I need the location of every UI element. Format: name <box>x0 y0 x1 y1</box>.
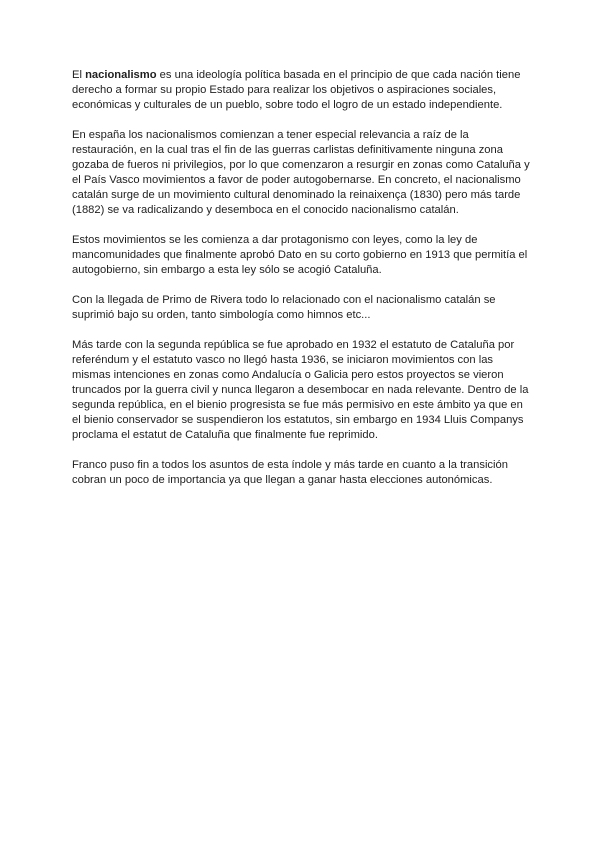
paragraph-primo-de-rivera: Con la llegada de Primo de Rivera todo lo relacionado con el nacionalismo catalán se suprimió bajo su orden, tanto simbología como himnos etc... <box>72 294 496 321</box>
paragraph-franco: Franco puso fin a todos los asuntos de esta índole y más tarde en cuanto a la transición cobran un poco de importancia ya que llegan a ganar hasta elecciones autonómicas. <box>72 459 508 486</box>
paragraph-definition <box>72 68 532 113</box>
paragraph-mancomunidades: Estos movimientos se les comienza a dar protagonismo con leyes, como la ley de mancomunidades que finalmente aprobó Dato en su corto gobierno en 1913 que permitía el autogobierno, sin embargo a esta ley sólo se acogió Cataluña. <box>72 234 528 276</box>
term-nacionalismo: nacionalismo <box>85 69 157 81</box>
paragraph-definition-rest: es una ideología política basada en el principio de que cada nación tiene derecho a formar su propio Estado para realizar los objetivos o aspiraciones sociales, económicas y culturales de un pueblo, sobre todo el logro de un estado independiente. <box>72 69 521 111</box>
paragraph-segunda-republica: Más tarde con la segunda república se fue aprobado en 1932 el estatuto de Cataluña por referéndum y el estatuto vasco no llegó hasta 1936, se iniciaron movimientos con las mismas intenciones en zonas como Andalucía o Galicia pero estos proyectos se vieron truncados por la guerra civil y nunca llegaron a desembocar en nada relevante. Dentro de la segunda república, en el bienio progresista se fue más permisivo en este ámbito ya que en el bienio conservador se suspendieron los estatutos, sin embargo en 1934 Lluis Companys proclama el estatut de Cataluña que finalmente fue reprimido. <box>72 339 529 441</box>
paragraph-definition-lead: El <box>72 69 86 81</box>
document-body <box>72 68 532 503</box>
paragraph-restauracion: En españa los nacionalismos comienzan a tener especial relevancia a raíz de la restauración, en la cual tras el fin de las guerras carlistas definitivamente ninguna zona gozaba de fueros ni privilegios, por lo que comenzaron a resurgir en zonas como Cataluña y el País Vasco movimientos a favor de poder autogobernarse. En concreto, el nacionalismo catalán surge de un movimiento cultural denominado la reinaixença (1830) pero más tarde (1882) se va radicalizando y desemboca en el conocido nacionalismo catalán. <box>72 129 530 216</box>
